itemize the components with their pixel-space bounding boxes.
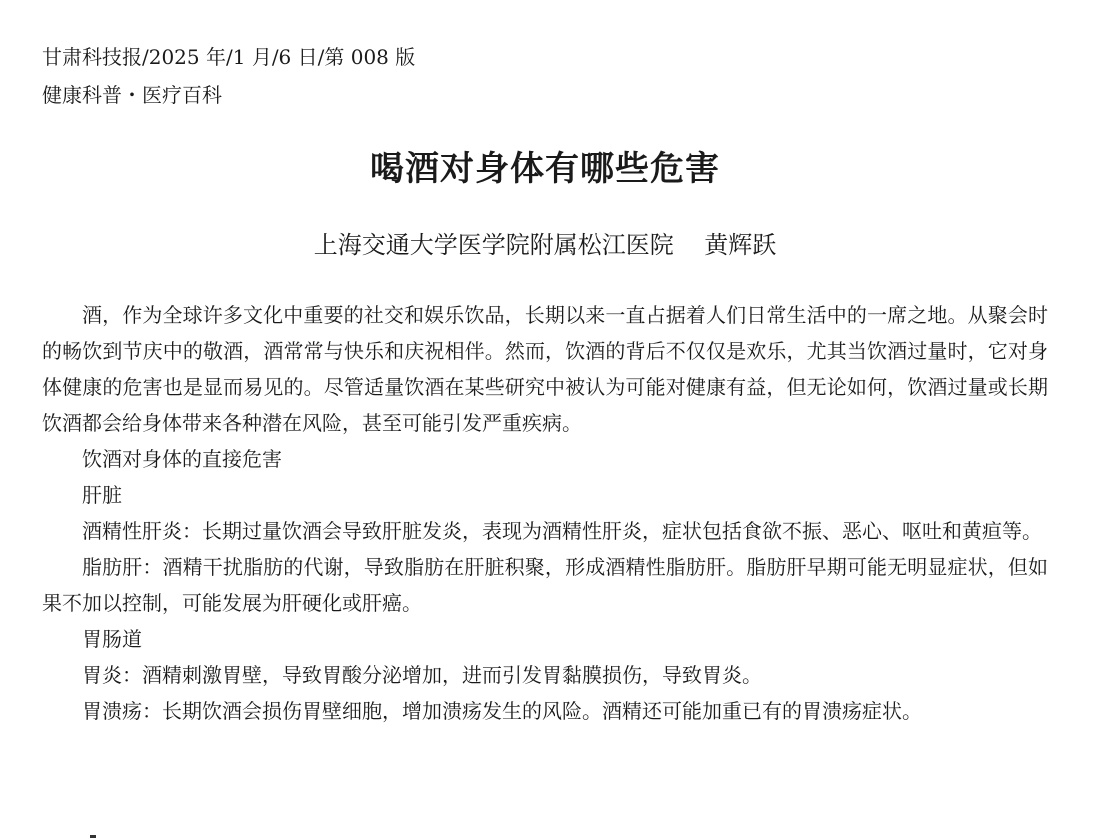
paragraph-gastritis: 胃炎：酒精刺激胃壁，导致胃酸分泌增加，进而引发胃黏膜损伤，导致胃炎。 — [82, 663, 762, 687]
source-header — [42, 38, 415, 114]
section-heading: 饮酒对身体的直接危害 — [82, 447, 282, 471]
paragraph-fatty-liver: 脂肪肝：酒精干扰脂肪的代谢，导致脂肪在肝脏积聚，形成酒精性脂肪肝。脂肪肝早期可能无明显症状，但如果不加以控制，可能发展为肝硬化或肝癌。 — [42, 555, 1048, 615]
article-body — [42, 297, 1048, 729]
author-byline: 上海交通大学医学院附属松江医院 黄辉跃 — [313, 231, 777, 259]
paragraph-gastric-ulcer: 胃溃疡：长期饮酒会损伤胃壁细胞，增加溃疡发生的风险。酒精还可能加重已有的胃溃疡症状。 — [82, 699, 922, 723]
column-name: 健康科普・医疗百科 — [42, 83, 222, 107]
subsection-heading-liver: 肝脏 — [82, 483, 122, 507]
paragraph-alcoholic-hepatitis: 酒精性肝炎：长期过量饮酒会导致肝脏发炎，表现为酒精性肝炎，症状包括食欲不振、恶心、呕吐和黄疸等。 — [82, 519, 1042, 543]
publication-info: 甘肃科技报/2025 年/1 月/6 日/第 008 版 — [42, 45, 416, 69]
next-line-fragment — [90, 829, 130, 839]
intro-paragraph: 酒，作为全球许多文化中重要的社交和娱乐饮品，长期以来一直占据着人们日常生活中的一席之地。从聚会时的畅饮到节庆中的敬酒，酒常常与快乐和庆祝相伴。然而，饮酒的背后不仅仅是欢乐，尤其当饮酒过量时，它对身体健康的危害也是显而易见的。尽管适量饮酒在某些研究中被认为可能对健康有益，但无论如何，饮酒过量或长期饮酒都会给身体带来各种潜在风险，甚至可能引发严重疾病。 — [42, 303, 1048, 435]
subsection-heading-gi-tract: 胃肠道 — [82, 627, 142, 651]
article-title: 喝酒对身体有哪些危害 — [370, 149, 720, 189]
